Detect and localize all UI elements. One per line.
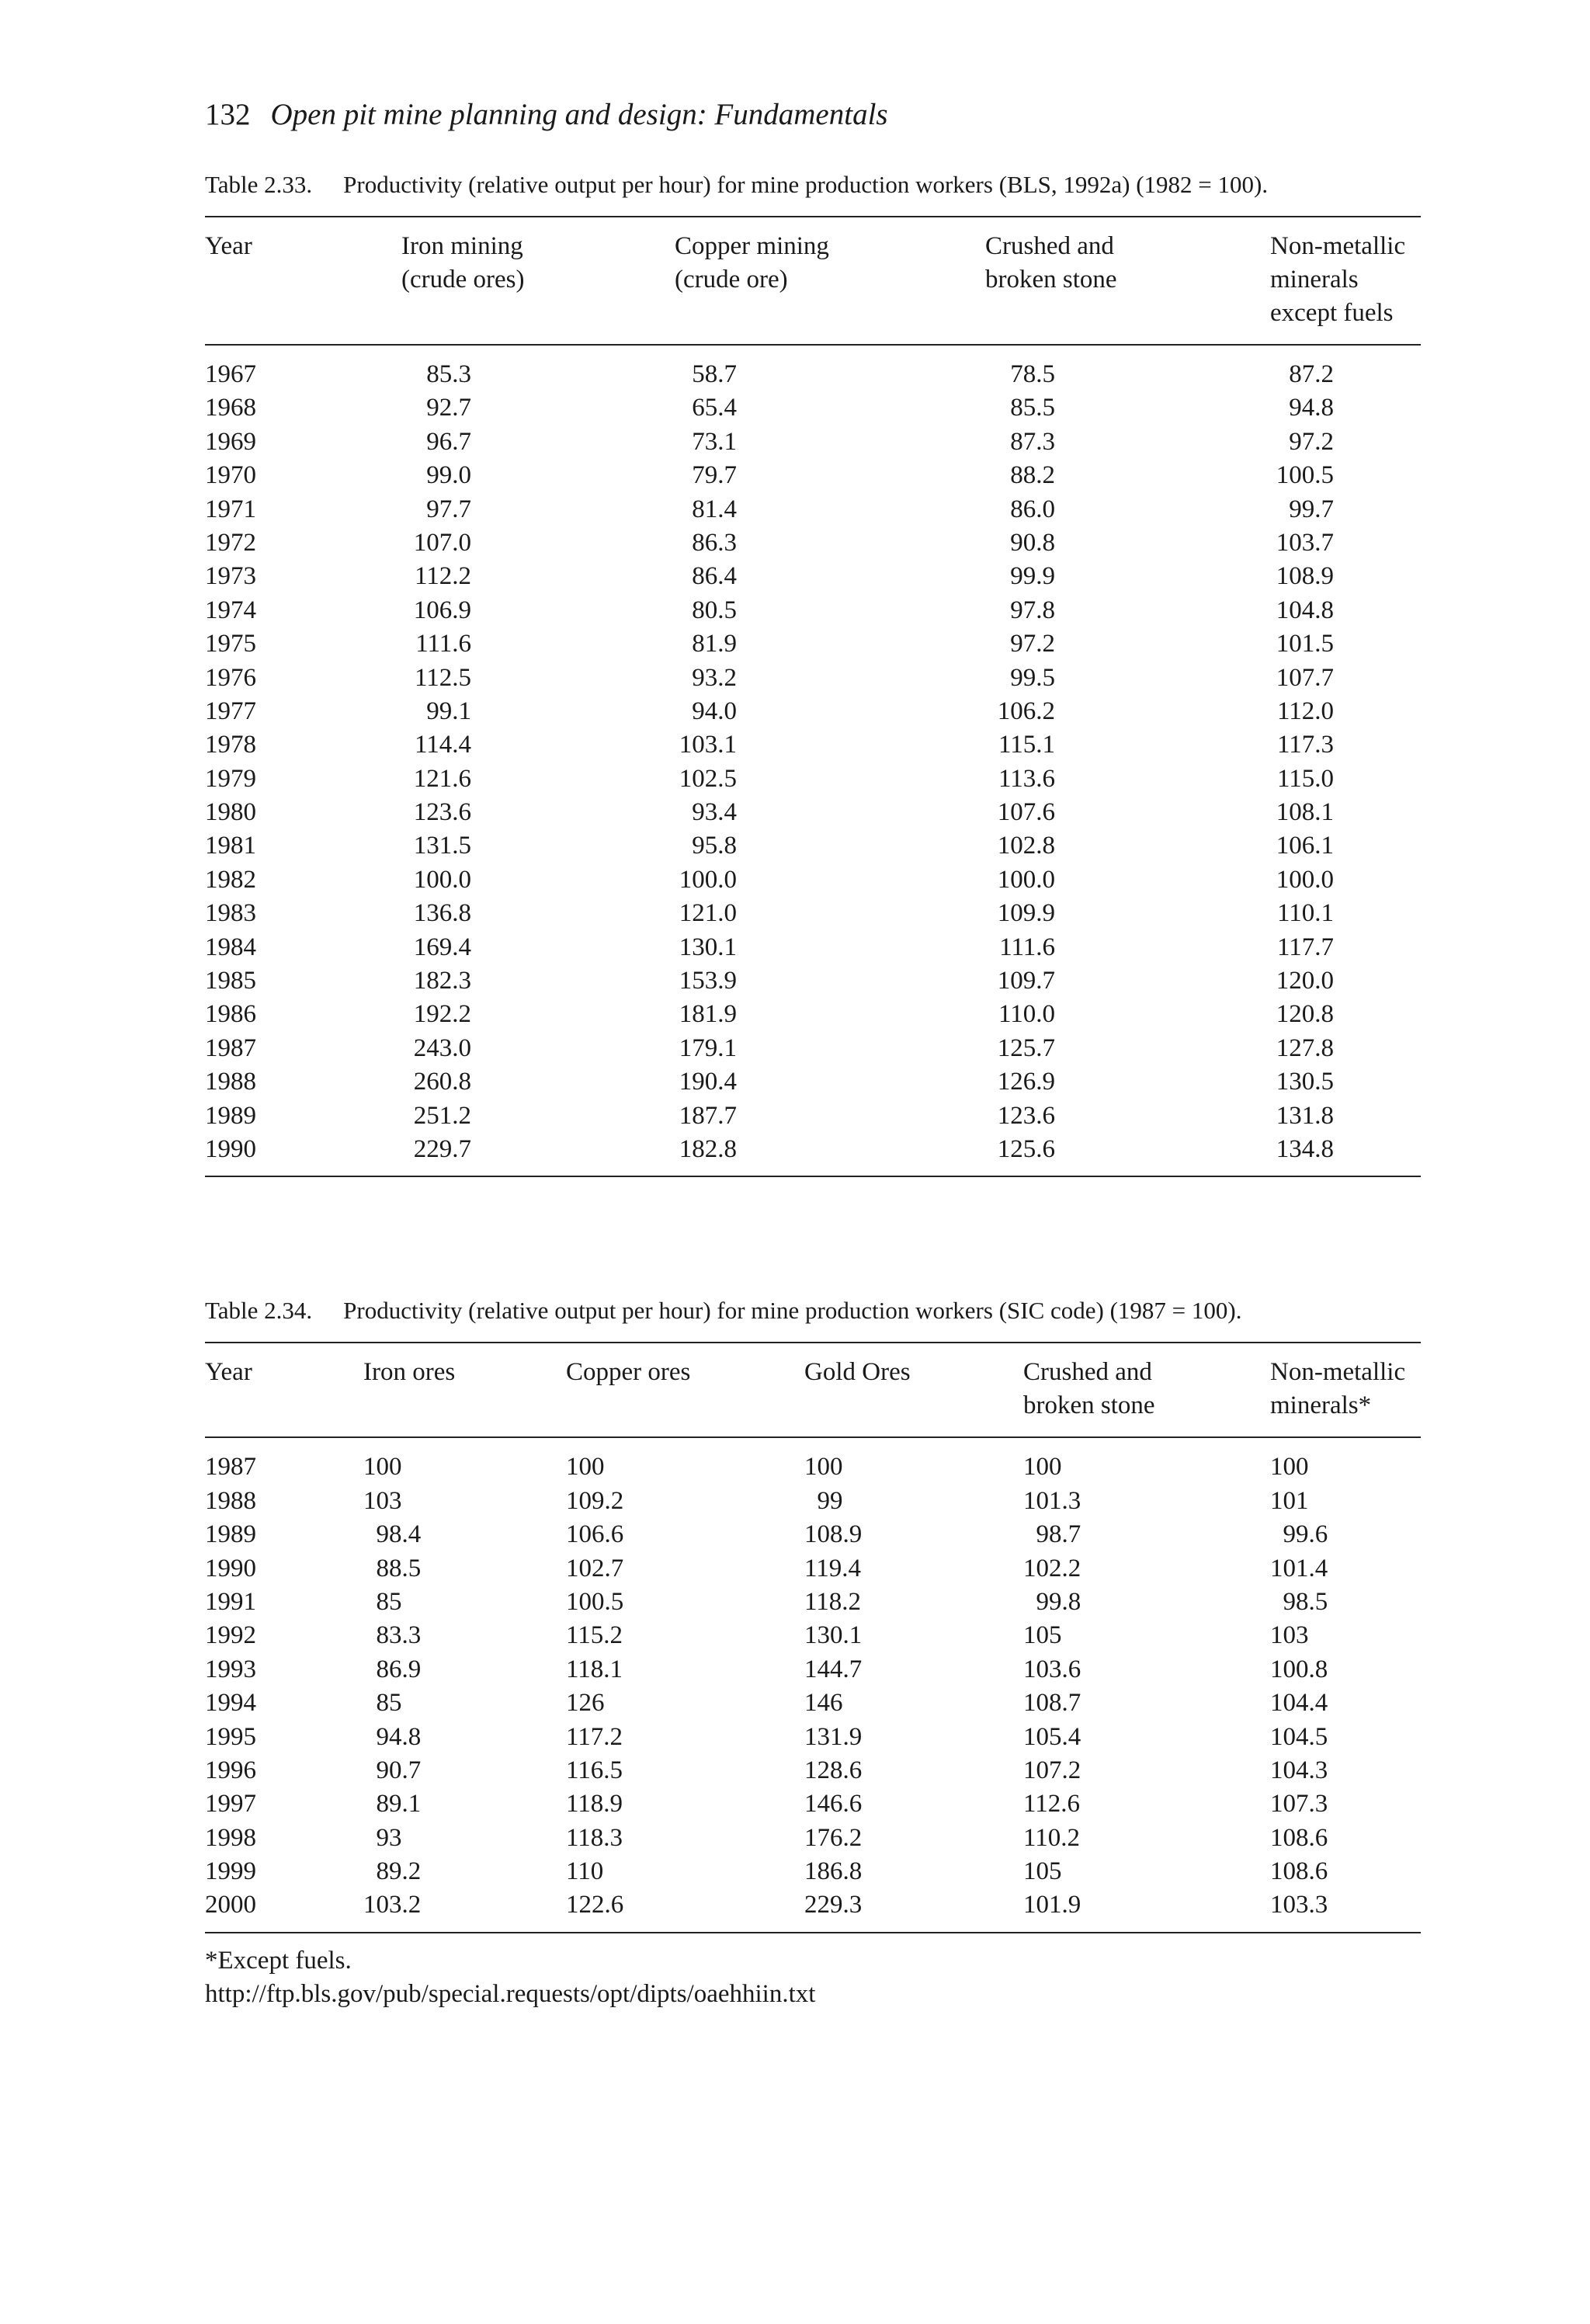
value-cell: 229.3 (804, 1891, 863, 1919)
column-header-line: except fuels (1270, 299, 1394, 327)
year-cell: 1981 (205, 832, 256, 860)
value-cell: 118.2 (804, 1587, 862, 1616)
value-cell: 229.7 (413, 1134, 471, 1163)
value-cell: 115.0 (1276, 764, 1334, 793)
value-cell: 112.0 (1276, 697, 1334, 725)
value-cell: 104.3 (1270, 1756, 1328, 1784)
table-header (205, 1343, 1421, 1436)
table-row (205, 1653, 1421, 1687)
value-cell: 85 (363, 1587, 402, 1616)
value-cell: 131.5 (413, 832, 471, 860)
table-row (205, 627, 1421, 661)
value-cell: 110.1 (1276, 899, 1334, 928)
value-cell: 104.4 (1270, 1689, 1328, 1718)
value-cell: 105.4 (1023, 1722, 1081, 1751)
column-header (804, 1356, 911, 1389)
year-cell: 1975 (205, 630, 256, 658)
value-cell: 86.3 (692, 528, 737, 557)
table-row (205, 1619, 1421, 1652)
year-cell: 1980 (205, 798, 256, 827)
value-cell: 182.8 (679, 1134, 737, 1163)
value-cell: 112.6 (1023, 1790, 1081, 1819)
value-cell: 78.5 (1010, 360, 1055, 388)
table-2-33 (205, 168, 1421, 1177)
value-cell: 97.7 (426, 495, 471, 523)
value-cell: 121.6 (413, 764, 471, 793)
table-row (205, 493, 1421, 526)
column-header (1270, 1356, 1405, 1423)
year-cell: 1971 (205, 495, 256, 523)
value-cell: 100.8 (1270, 1655, 1328, 1683)
value-cell: 103 (1270, 1621, 1309, 1650)
value-cell: 97.2 (1289, 427, 1334, 456)
year-cell: 1988 (205, 1486, 256, 1515)
value-cell: 112.2 (414, 562, 471, 591)
value-cell: 85.5 (1010, 394, 1055, 422)
value-cell: 100.0 (997, 865, 1055, 894)
year-cell: 1987 (205, 1453, 256, 1482)
value-cell: 108.6 (1270, 1823, 1328, 1852)
table-bottom-rule (205, 1932, 1421, 1933)
table-row (205, 897, 1421, 930)
value-cell: 88.2 (1010, 461, 1055, 490)
source-url: http://ftp.bls.gov/pub/special.requests/opt/dipts/oaehhiin.txt (205, 1979, 816, 2008)
column-header (205, 230, 252, 263)
value-cell: 117.2 (566, 1722, 623, 1751)
value-cell: 120.0 (1276, 967, 1334, 995)
table-body (205, 346, 1421, 1176)
column-header (205, 1356, 252, 1389)
value-cell: 90.8 (1010, 528, 1055, 557)
value-cell: 89.1 (363, 1790, 422, 1819)
table-row (205, 1552, 1421, 1586)
value-cell: 109.9 (997, 899, 1055, 928)
column-header-line: Iron mining (401, 232, 523, 260)
value-cell: 86.0 (1010, 495, 1055, 523)
value-cell: 93 (363, 1823, 402, 1852)
value-cell: 98.4 (363, 1520, 422, 1549)
value-cell: 107.2 (1023, 1756, 1081, 1784)
value-cell: 107.3 (1270, 1790, 1328, 1819)
table-label: Table 2.34. (205, 1297, 313, 1325)
year-cell: 1993 (205, 1655, 256, 1683)
table-row (205, 426, 1421, 459)
value-cell: 87.2 (1289, 360, 1334, 388)
value-cell: 243.0 (413, 1033, 471, 1062)
table-row (205, 1855, 1421, 1888)
value-cell: 123.6 (413, 798, 471, 827)
value-cell: 114.4 (414, 731, 471, 759)
value-cell: 99.6 (1270, 1520, 1328, 1549)
value-cell: 118.1 (566, 1655, 623, 1683)
year-cell: 1991 (205, 1587, 256, 1616)
column-header-line: Year (205, 232, 252, 260)
value-cell: 99.1 (426, 697, 471, 725)
value-cell: 108.7 (1023, 1689, 1081, 1718)
column-header (1270, 230, 1405, 330)
value-cell: 97.2 (1010, 630, 1055, 658)
value-cell: 153.9 (679, 967, 737, 995)
value-cell: 125.7 (997, 1033, 1055, 1062)
value-cell: 110.2 (1023, 1823, 1081, 1852)
column-header-line: Crushed and (1023, 1358, 1152, 1387)
value-cell: 98.5 (1270, 1587, 1328, 1616)
year-cell: 1992 (205, 1621, 256, 1650)
year-cell: 1978 (205, 731, 256, 759)
year-cell: 1987 (205, 1033, 256, 1062)
table-row (205, 1822, 1421, 1855)
year-cell: 1982 (205, 865, 256, 894)
table-row (205, 662, 1421, 695)
value-cell: 110 (566, 1857, 604, 1886)
table-footnotes (205, 1944, 1421, 2011)
column-header-line: Non-metallic (1270, 1358, 1406, 1387)
value-cell: 190.4 (679, 1068, 737, 1096)
table-row (205, 1586, 1421, 1619)
year-cell: 1970 (205, 461, 256, 490)
value-cell: 169.4 (413, 933, 471, 961)
value-cell: 109.7 (997, 967, 1055, 995)
value-cell: 103 (363, 1486, 402, 1515)
value-cell: 107.6 (997, 798, 1055, 827)
year-cell: 1976 (205, 663, 256, 692)
value-cell: 144.7 (804, 1655, 863, 1683)
year-cell: 1974 (205, 596, 256, 624)
value-cell: 90.7 (363, 1756, 422, 1784)
value-cell: 103.1 (679, 731, 737, 759)
value-cell: 93.2 (692, 663, 737, 692)
value-cell: 101.3 (1023, 1486, 1081, 1515)
year-cell: 1986 (205, 1000, 256, 1029)
table-row (205, 695, 1421, 728)
value-cell: 126 (566, 1689, 605, 1718)
value-cell: 103.3 (1270, 1891, 1328, 1919)
value-cell: 187.7 (679, 1101, 737, 1130)
value-cell: 99.5 (1010, 663, 1055, 692)
value-cell: 136.8 (413, 899, 471, 928)
table-row (205, 728, 1421, 762)
value-cell: 89.2 (363, 1857, 422, 1886)
table-header (205, 217, 1421, 344)
table-row (205, 1032, 1421, 1065)
table-row (205, 964, 1421, 998)
year-cell: 2000 (205, 1891, 256, 1919)
table-row (205, 594, 1421, 627)
table-caption-text: Productivity (relative output per hour) for mine production workers (SIC code) (1987 = 100). (343, 1297, 1242, 1325)
value-cell: 106.2 (997, 697, 1055, 725)
value-cell: 128.6 (804, 1756, 863, 1784)
value-cell: 99.9 (1010, 562, 1055, 591)
page-header (205, 93, 1421, 137)
value-cell: 98.7 (1023, 1520, 1081, 1549)
year-cell: 1998 (205, 1823, 256, 1852)
value-cell: 251.2 (413, 1101, 471, 1130)
table-row (205, 763, 1421, 796)
value-cell: 100 (1270, 1453, 1309, 1482)
year-cell: 1972 (205, 528, 256, 557)
value-cell: 102.2 (1023, 1554, 1081, 1582)
column-header (566, 1356, 690, 1389)
value-cell: 109.2 (566, 1486, 624, 1515)
value-cell: 100.0 (679, 865, 737, 894)
table-2-34 (205, 1294, 1421, 2010)
column-header (1023, 1356, 1155, 1423)
value-cell: 100 (1023, 1453, 1062, 1482)
value-cell: 101.9 (1023, 1891, 1081, 1919)
value-cell: 103.7 (1276, 528, 1334, 557)
value-cell: 100.5 (1276, 461, 1334, 490)
value-cell: 122.6 (566, 1891, 624, 1919)
value-cell: 85 (363, 1689, 402, 1718)
table-row (205, 1754, 1421, 1787)
value-cell: 186.8 (804, 1857, 863, 1886)
value-cell: 99.0 (426, 461, 471, 490)
value-cell: 103.2 (363, 1891, 422, 1919)
table-row (205, 931, 1421, 964)
year-cell: 1996 (205, 1756, 256, 1784)
value-cell: 87.3 (1010, 427, 1055, 456)
table-caption (205, 1294, 1421, 1328)
value-cell: 100.0 (413, 865, 471, 894)
column-header-line: (crude ore) (675, 266, 788, 294)
column-header-line: (crude ores) (401, 266, 525, 294)
value-cell: 102.8 (997, 832, 1055, 860)
table-row (205, 1518, 1421, 1551)
table-row (205, 1450, 1421, 1484)
value-cell: 100 (566, 1453, 605, 1482)
value-cell: 108.9 (1276, 562, 1334, 591)
value-cell: 115.1 (998, 731, 1055, 759)
value-cell: 93.4 (692, 798, 737, 827)
table-label: Table 2.33. (205, 171, 313, 198)
value-cell: 134.8 (1276, 1134, 1334, 1163)
year-cell: 1968 (205, 394, 256, 422)
column-header (675, 230, 829, 297)
value-cell: 94.8 (363, 1722, 422, 1751)
value-cell: 179.1 (679, 1033, 737, 1062)
value-cell: 65.4 (692, 394, 737, 422)
value-cell: 118.9 (566, 1790, 623, 1819)
table-row (205, 829, 1421, 863)
value-cell: 95.8 (692, 832, 737, 860)
value-cell: 130.1 (679, 933, 737, 961)
value-cell: 106.1 (1276, 832, 1334, 860)
value-cell: 118.3 (566, 1823, 623, 1852)
value-cell: 192.2 (413, 1000, 471, 1029)
table-row (205, 391, 1421, 425)
value-cell: 100 (363, 1453, 402, 1482)
value-cell: 99 (804, 1486, 843, 1515)
value-cell: 260.8 (413, 1068, 471, 1096)
value-cell: 97.8 (1010, 596, 1055, 624)
table-row (205, 1888, 1421, 1922)
column-header-line: Copper mining (675, 232, 829, 260)
value-cell: 101.5 (1276, 630, 1334, 658)
value-cell: 113.6 (998, 764, 1055, 793)
value-cell: 110.0 (998, 1000, 1055, 1029)
value-cell: 117.7 (1276, 933, 1334, 961)
value-cell: 130.5 (1276, 1068, 1334, 1096)
column-header-line: minerals* (1270, 1391, 1372, 1420)
value-cell: 107.0 (413, 528, 471, 557)
value-cell: 131.9 (804, 1722, 863, 1751)
year-cell: 1988 (205, 1068, 256, 1096)
value-cell: 94.0 (692, 697, 737, 725)
value-cell: 88.5 (363, 1554, 422, 1582)
value-cell: 58.7 (692, 360, 737, 388)
year-cell: 1979 (205, 764, 256, 793)
value-cell: 83.3 (363, 1621, 422, 1650)
value-cell: 176.2 (804, 1823, 863, 1852)
value-cell: 101.4 (1270, 1554, 1328, 1582)
page-number: 132 (205, 98, 251, 131)
value-cell: 86.4 (692, 562, 737, 591)
column-header-line: Gold Ores (804, 1358, 911, 1387)
value-cell: 92.7 (426, 394, 471, 422)
table-body (205, 1438, 1421, 1931)
table-row (205, 1687, 1421, 1720)
table-caption (205, 168, 1421, 202)
year-cell: 1969 (205, 427, 256, 456)
table-row (205, 526, 1421, 560)
column-header-line: Crushed and (985, 232, 1114, 260)
column-header-line: Copper ores (566, 1358, 691, 1387)
value-cell: 108.6 (1270, 1857, 1328, 1886)
column-header-line: Non-metallic (1270, 232, 1406, 260)
running-title: Open pit mine planning and design: Fundamentals (270, 98, 888, 131)
value-cell: 112.5 (414, 663, 471, 692)
table-row (205, 1133, 1421, 1166)
value-cell: 182.3 (413, 967, 471, 995)
column-header (363, 1356, 455, 1389)
table-row (205, 1721, 1421, 1754)
year-cell: 1989 (205, 1520, 256, 1549)
value-cell: 103.6 (1023, 1655, 1081, 1683)
value-cell: 123.6 (997, 1101, 1055, 1130)
value-cell: 102.7 (566, 1554, 624, 1582)
value-cell: 106.9 (413, 596, 471, 624)
table-row (205, 1065, 1421, 1099)
value-cell: 80.5 (692, 596, 737, 624)
year-cell: 1977 (205, 697, 256, 725)
year-cell: 1995 (205, 1722, 256, 1751)
value-cell: 100 (804, 1453, 843, 1482)
table-row (205, 459, 1421, 492)
value-cell: 125.6 (997, 1134, 1055, 1163)
document-page (205, 93, 1421, 2011)
year-cell: 1999 (205, 1857, 256, 1886)
year-cell: 1983 (205, 899, 256, 928)
value-cell: 102.5 (679, 764, 737, 793)
table-row (205, 1099, 1421, 1133)
value-cell: 81.4 (692, 495, 737, 523)
value-cell: 104.8 (1276, 596, 1334, 624)
value-cell: 99.7 (1289, 495, 1334, 523)
column-header-line: broken stone (1023, 1391, 1155, 1420)
value-cell: 99.8 (1023, 1587, 1081, 1616)
column-header (401, 230, 525, 297)
value-cell: 73.1 (692, 427, 737, 456)
column-header-line: Year (205, 1358, 252, 1387)
value-cell: 79.7 (692, 461, 737, 490)
year-cell: 1985 (205, 967, 256, 995)
value-cell: 86.9 (363, 1655, 422, 1683)
value-cell: 101 (1270, 1486, 1309, 1515)
value-cell: 100.0 (1276, 865, 1334, 894)
footnote: *Except fuels. (205, 1946, 352, 1975)
table-caption-text: Productivity (relative output per hour) for mine production workers (BLS, 1992a) (1982 = 100). (343, 171, 1269, 198)
table-row (205, 358, 1421, 391)
table-row (205, 863, 1421, 897)
value-cell: 127.8 (1276, 1033, 1334, 1062)
column-header-line: broken stone (985, 266, 1117, 294)
value-cell: 120.8 (1276, 1000, 1334, 1029)
year-cell: 1967 (205, 360, 256, 388)
value-cell: 107.7 (1276, 663, 1334, 692)
value-cell: 130.1 (804, 1621, 863, 1650)
year-cell: 1994 (205, 1689, 256, 1718)
table-row (205, 1787, 1421, 1821)
year-cell: 1973 (205, 562, 256, 591)
value-cell: 181.9 (679, 1000, 737, 1029)
value-cell: 108.9 (804, 1520, 863, 1549)
table-row (205, 998, 1421, 1031)
value-cell: 105 (1023, 1621, 1062, 1650)
value-cell: 131.8 (1276, 1101, 1334, 1130)
column-header-line: Iron ores (363, 1358, 456, 1387)
value-cell: 104.5 (1270, 1722, 1328, 1751)
value-cell: 108.1 (1276, 798, 1334, 827)
year-cell: 1989 (205, 1101, 256, 1130)
value-cell: 116.5 (566, 1756, 623, 1784)
column-header-line: minerals (1270, 266, 1359, 294)
column-header (985, 230, 1117, 297)
value-cell: 146 (804, 1689, 843, 1718)
value-cell: 117.3 (1276, 731, 1334, 759)
year-cell: 1990 (205, 1554, 256, 1582)
value-cell: 100.5 (566, 1587, 624, 1616)
value-cell: 111.6 (999, 933, 1055, 961)
value-cell: 126.9 (997, 1068, 1055, 1096)
value-cell: 121.0 (679, 899, 737, 928)
value-cell: 105 (1023, 1857, 1062, 1886)
value-cell: 106.6 (566, 1520, 624, 1549)
value-cell: 146.6 (804, 1790, 863, 1819)
year-cell: 1990 (205, 1134, 256, 1163)
value-cell: 111.6 (415, 630, 471, 658)
table-row (205, 796, 1421, 829)
value-cell: 119.4 (804, 1554, 862, 1582)
value-cell: 94.8 (1289, 394, 1334, 422)
value-cell: 96.7 (426, 427, 471, 456)
year-cell: 1984 (205, 933, 256, 961)
value-cell: 115.2 (566, 1621, 623, 1650)
value-cell: 85.3 (426, 360, 471, 388)
year-cell: 1997 (205, 1790, 256, 1819)
value-cell: 81.9 (692, 630, 737, 658)
table-row (205, 560, 1421, 593)
table-row (205, 1485, 1421, 1518)
